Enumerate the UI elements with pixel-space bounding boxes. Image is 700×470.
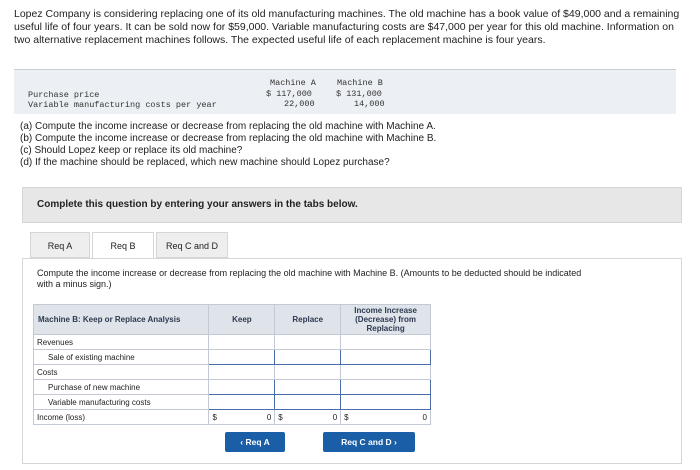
question-b: (b) Compute the income increase or decrease from replacing the old machine with Machine B.	[20, 133, 437, 144]
machine-a-variable: 22,000	[284, 99, 315, 109]
question-list	[20, 121, 660, 169]
income-purchase-input[interactable]	[341, 380, 431, 395]
row-income: Income (loss)	[34, 410, 209, 425]
tab-req-c-and-d[interactable]: Req C and D	[156, 232, 228, 258]
banner-text: Complete this question by entering your answers in the tabs below.	[37, 199, 358, 210]
col-keep: Keep	[209, 305, 275, 335]
table-row	[34, 335, 431, 350]
machine-info-table	[14, 69, 676, 114]
prev-label: Req A	[245, 437, 270, 447]
row-costs: Costs	[34, 365, 209, 380]
problem-intro: Lopez Company is considering replacing one of its old manufacturing machines. The old machine has a book value of $49,000 and a remaining useful life of four years. It can be sold now for $59,000. Variable manufacturing costs are $47,000 per year for this old machine. Information on two alternative replacement machines follows. The expected useful life of each replacement machine is four years.	[14, 8, 680, 46]
replace-sale-input[interactable]	[275, 350, 341, 365]
machine-a-price: $ 117,000	[266, 89, 312, 99]
question-c: (c) Should Lopez keep or replace its old machine?	[20, 145, 243, 156]
keep-variable-input[interactable]	[209, 395, 275, 410]
empty-cell	[341, 365, 431, 380]
table-row	[34, 395, 431, 410]
row-label-variable: Variable manufacturing costs per year	[28, 100, 217, 110]
empty-cell	[275, 365, 341, 380]
analysis-table	[33, 304, 431, 425]
replace-total	[275, 410, 341, 425]
header-machine-b: Machine B	[337, 78, 383, 88]
chevron-right-icon: ›	[394, 437, 397, 447]
analysis-title: Machine B: Keep or Replace Analysis	[34, 305, 209, 335]
prev-button[interactable]	[225, 432, 285, 452]
table-row	[34, 380, 431, 395]
replace-total-value: 0	[332, 412, 338, 422]
tab-req-b[interactable]: Req B	[92, 232, 154, 260]
row-label-purchase: Purchase price	[28, 90, 100, 100]
income-sale-input[interactable]	[341, 350, 431, 365]
header-machine-a: Machine A	[270, 78, 316, 88]
keep-total-value: 0	[266, 412, 272, 422]
keep-sale-input[interactable]	[209, 350, 275, 365]
table-row	[34, 365, 431, 380]
col-replace: Replace	[275, 305, 341, 335]
table-row	[34, 410, 431, 425]
machine-b-price: $ 131,000	[336, 89, 382, 99]
row-variable: Variable manufacturing costs	[34, 395, 209, 410]
next-button[interactable]	[323, 432, 415, 452]
empty-cell	[209, 365, 275, 380]
tab-req-a[interactable]: Req A	[30, 232, 90, 258]
question-d: (d) If the machine should be replaced, which new machine should Lopez purchase?	[20, 157, 390, 168]
row-sale: Sale of existing machine	[34, 350, 209, 365]
panel-instruction: Compute the income increase or decrease from replacing the old machine with Machine B. (Amounts to be deducted should be indicated with a minus sign.)	[37, 268, 582, 289]
next-label: Req C and D	[341, 437, 392, 447]
income-variable-input[interactable]	[341, 395, 431, 410]
col-income: Income Increase (Decrease) from Replacing	[341, 305, 431, 335]
income-total	[341, 410, 431, 425]
instruction-banner	[22, 187, 682, 223]
empty-cell	[209, 335, 275, 350]
question-a: (a) Compute the income increase or decrease from replacing the old machine with Machine A.	[20, 121, 436, 132]
keep-purchase-input[interactable]	[209, 380, 275, 395]
income-total-value: 0	[422, 412, 427, 422]
row-revenues: Revenues	[34, 335, 209, 350]
tab-panel	[22, 258, 682, 464]
machine-b-variable: 14,000	[354, 99, 385, 109]
currency-symbol: $	[212, 412, 217, 422]
table-row	[34, 350, 431, 365]
currency-symbol: $	[344, 412, 349, 422]
replace-purchase-input[interactable]	[275, 380, 341, 395]
empty-cell	[341, 335, 431, 350]
empty-cell	[275, 335, 341, 350]
keep-total	[209, 410, 275, 425]
replace-variable-input[interactable]	[275, 395, 341, 410]
row-purchase: Purchase of new machine	[34, 380, 209, 395]
currency-symbol: $	[278, 412, 283, 422]
chevron-left-icon: ‹	[240, 437, 244, 447]
